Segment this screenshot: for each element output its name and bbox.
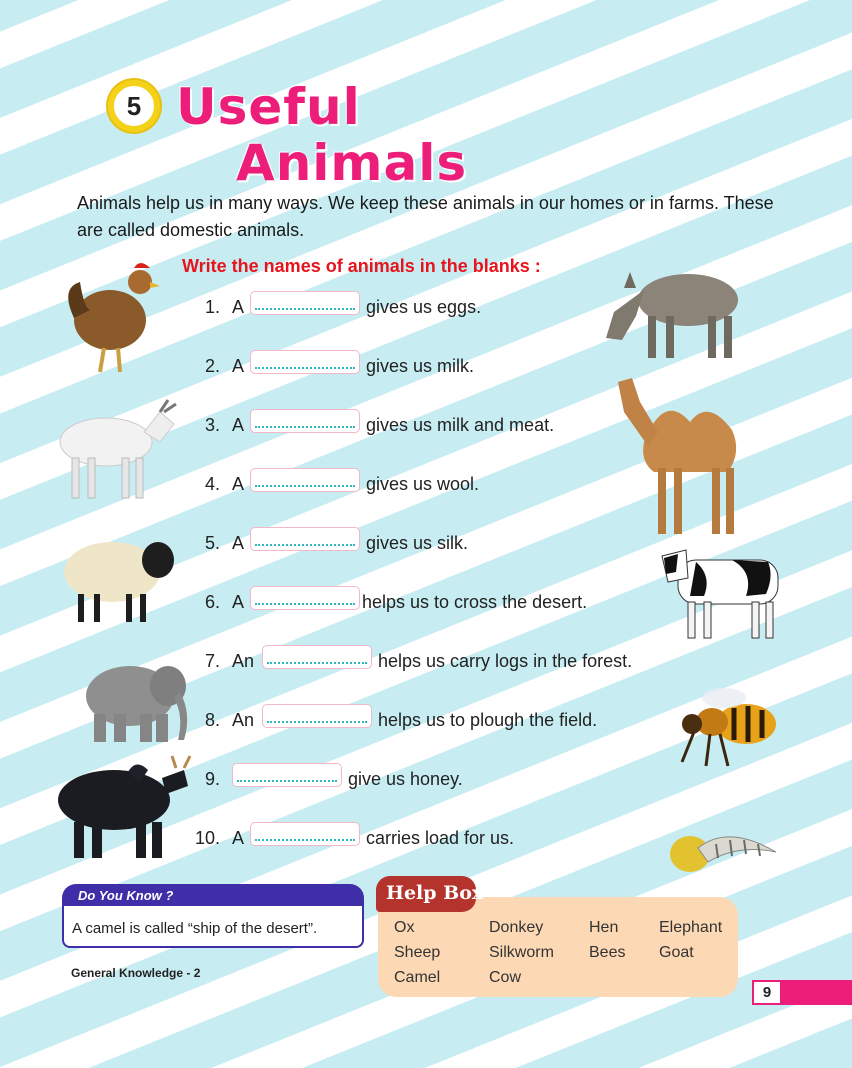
- bee-image: [654, 680, 782, 772]
- cow-image: [656, 546, 786, 642]
- question-article: A: [232, 355, 245, 376]
- silkworm-image: [668, 818, 786, 876]
- question-number: 5.: [204, 532, 220, 553]
- do-you-know-body: [62, 906, 364, 948]
- question-article: An: [232, 709, 255, 730]
- answer-blank-8[interactable]: [262, 704, 372, 728]
- question-article: A: [232, 591, 245, 612]
- question-article: A: [232, 827, 245, 848]
- question-number: 9.: [204, 768, 220, 789]
- do-you-know-text: A camel is called “ship of the desert”.: [72, 920, 318, 937]
- question-text: gives us eggs.: [366, 296, 482, 317]
- answer-blank-5[interactable]: [250, 527, 360, 551]
- question-article: A: [232, 532, 245, 553]
- question-text: gives us milk.: [366, 355, 475, 376]
- question-article: A: [232, 414, 245, 435]
- help-word: Sheep: [394, 944, 441, 961]
- page-number: 9: [752, 980, 782, 1005]
- help-word: Camel: [394, 969, 441, 986]
- answer-blank-10[interactable]: [250, 822, 360, 846]
- answer-blank-1[interactable]: [250, 291, 360, 315]
- question-number: 3.: [204, 414, 220, 435]
- chapter-title-line2: Animals: [236, 134, 468, 192]
- instruction-heading: Write the names of animals in the blanks :: [182, 256, 541, 276]
- answer-blank-2[interactable]: [250, 350, 360, 374]
- question-article: A: [232, 296, 245, 317]
- hen-image: [60, 258, 160, 378]
- question-text: give us honey.: [348, 768, 463, 789]
- book-title-footer: General Knowledge - 2: [71, 966, 201, 980]
- question-text: gives us milk and meat.: [366, 414, 555, 435]
- question-text: helps us to cross the desert.: [362, 591, 588, 612]
- goat-image: [48, 398, 180, 502]
- question-article: An: [232, 650, 255, 671]
- help-box: [378, 897, 738, 997]
- do-you-know-title: Do You Know ?: [78, 888, 174, 903]
- ox-image: [44, 752, 192, 864]
- help-box-title: Help Box: [386, 882, 484, 904]
- question-number: 7.: [204, 650, 220, 671]
- question-text: gives us silk.: [366, 532, 469, 553]
- donkey-image: [596, 258, 746, 362]
- intro-paragraph: Animals help us in many ways. We keep these animals in our homes or in farms. These are called domestic animals.: [77, 193, 774, 240]
- sheep-image: [60, 532, 178, 624]
- help-word: Bees: [589, 944, 626, 961]
- answer-blank-3[interactable]: [250, 409, 360, 433]
- help-word: Elephant: [659, 919, 723, 936]
- elephant-image: [80, 654, 196, 746]
- question-text: carries load for us.: [366, 827, 515, 848]
- question-number: 1.: [204, 296, 220, 317]
- question-number: 4.: [204, 473, 220, 494]
- chapter-title-line1: Useful: [176, 78, 361, 136]
- question-number: 2.: [204, 355, 220, 376]
- help-word: Ox: [394, 919, 415, 936]
- help-word: Hen: [589, 919, 619, 936]
- help-word: Silkworm: [489, 944, 554, 961]
- do-you-know-box: [62, 884, 364, 948]
- question-article: A: [232, 473, 245, 494]
- question-text: helps us carry logs in the forest.: [378, 650, 633, 671]
- camel-image: [604, 372, 754, 540]
- help-word: Donkey: [489, 919, 544, 936]
- answer-blank-6[interactable]: [250, 586, 360, 610]
- question-number: 8.: [204, 709, 220, 730]
- question-number: 10.: [194, 827, 220, 848]
- answer-blank-4[interactable]: [250, 468, 360, 492]
- help-word: Goat: [659, 944, 694, 961]
- question-text: gives us wool.: [366, 473, 480, 494]
- help-word: Cow: [489, 969, 522, 986]
- question-text: helps us to plough the field.: [378, 709, 598, 730]
- chapter-number-badge: 5: [108, 80, 160, 132]
- answer-blank-9[interactable]: [232, 763, 342, 787]
- question-number: 6.: [204, 591, 220, 612]
- answer-blank-7[interactable]: [262, 645, 372, 669]
